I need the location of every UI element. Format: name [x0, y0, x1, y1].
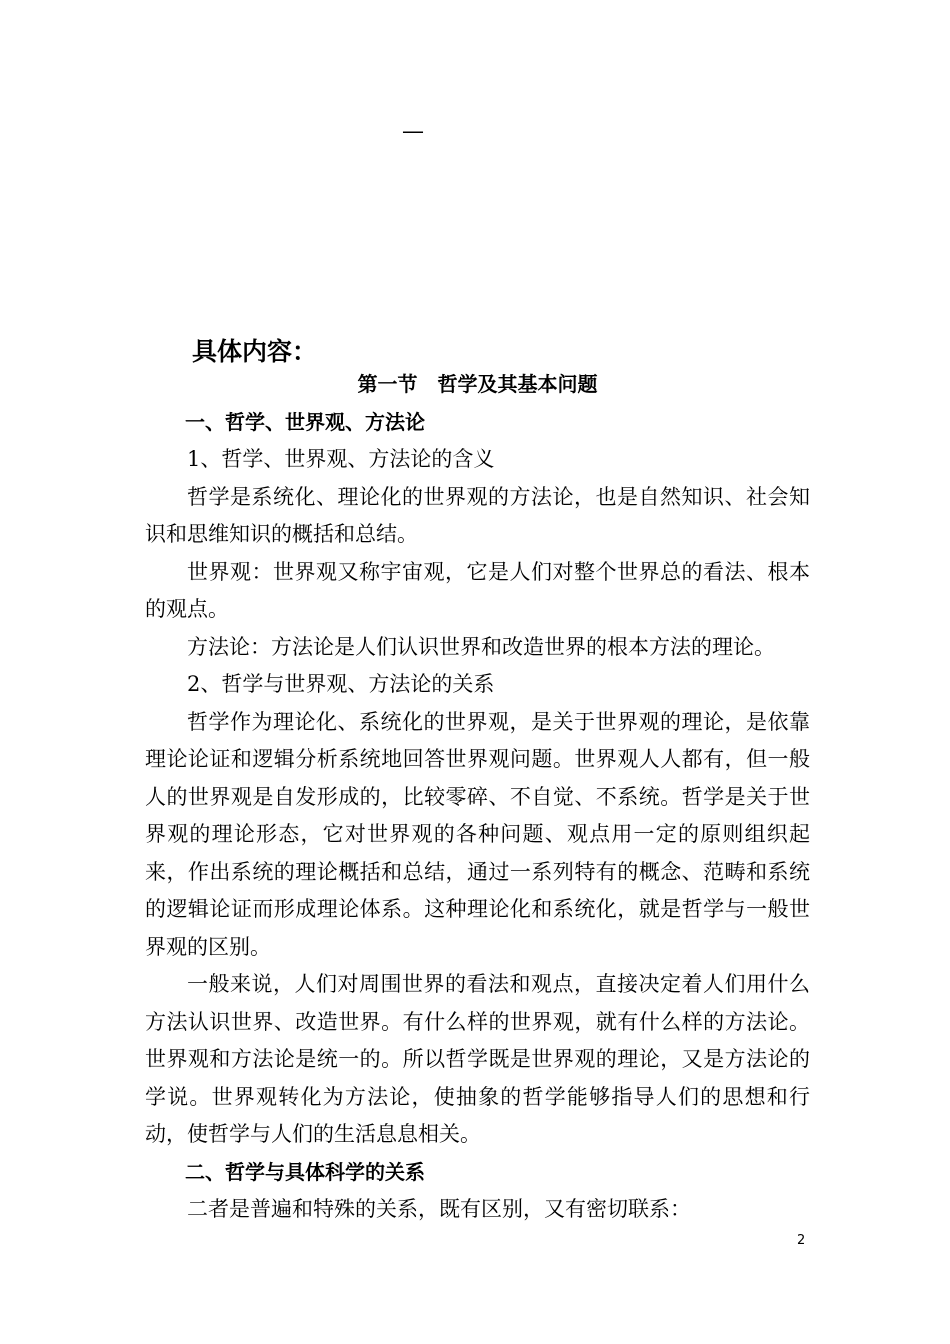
- part2-heading: 二、哲学与具体科学的关系: [185, 1159, 425, 1184]
- paragraph-philosophy: 哲学是系统化、理论化的世界观的方法论，也是自然知识、社会知识和思维知识的概括和总结。: [145, 484, 810, 546]
- part1-heading: 一、哲学、世界观、方法论: [185, 409, 425, 434]
- paragraph-methodology: 方法论：方法论是人们认识世界和改造世界的根本方法的理论。: [187, 634, 775, 659]
- paragraph-science: 二者是普遍和特殊的关系，既有区别，又有密切联系：: [187, 1197, 691, 1221]
- document-body: [145, 366, 810, 1229]
- sub1-heading: 1、哲学、世界观、方法论的含义: [187, 447, 495, 471]
- page-number: 2: [797, 1233, 806, 1248]
- header-dash: —: [402, 119, 424, 144]
- paragraph-worldview: 世界观：世界观又称宇宙观，它是人们对整个世界总的看法、根本的观点。: [145, 559, 810, 621]
- section-title: 第一节 哲学及其基本问题: [357, 372, 598, 396]
- paragraph-relation-1: 哲学作为理论化、系统化的世界观，是关于世界观的理论，是依靠理论论证和逻辑分析系统地回答世界观问题。世界观人人都有，但一般人的世界观是自发形成的，比较零碎、不自觉、不系统。哲学是关于世界观的理论形态，它对世界观的各种问题、观点用一定的原则组织起来，作出系统的理论概括和总结，通过一系列特有的概念、范畴和系统的逻辑论证而形成理论体系。这种理论化和系统化，就是哲学与一般世界观的区别。: [145, 709, 810, 959]
- paragraph-relation-2: 一般来说，人们对周围世界的看法和观点，直接决定着人们用什么方法认识世界、改造世界。有什么样的世界观，就有什么样的方法论。世界观和方法论是统一的。所以哲学既是世界观的理论，又是方法论的学说。世界观转化为方法论，使抽象的哲学能够指导人们的思想和行动，使哲学与人们的生活息息相关。: [145, 972, 810, 1146]
- content-heading: 具体内容：: [192, 337, 318, 366]
- sub2-heading: 2、哲学与世界观、方法论的关系: [187, 672, 495, 696]
